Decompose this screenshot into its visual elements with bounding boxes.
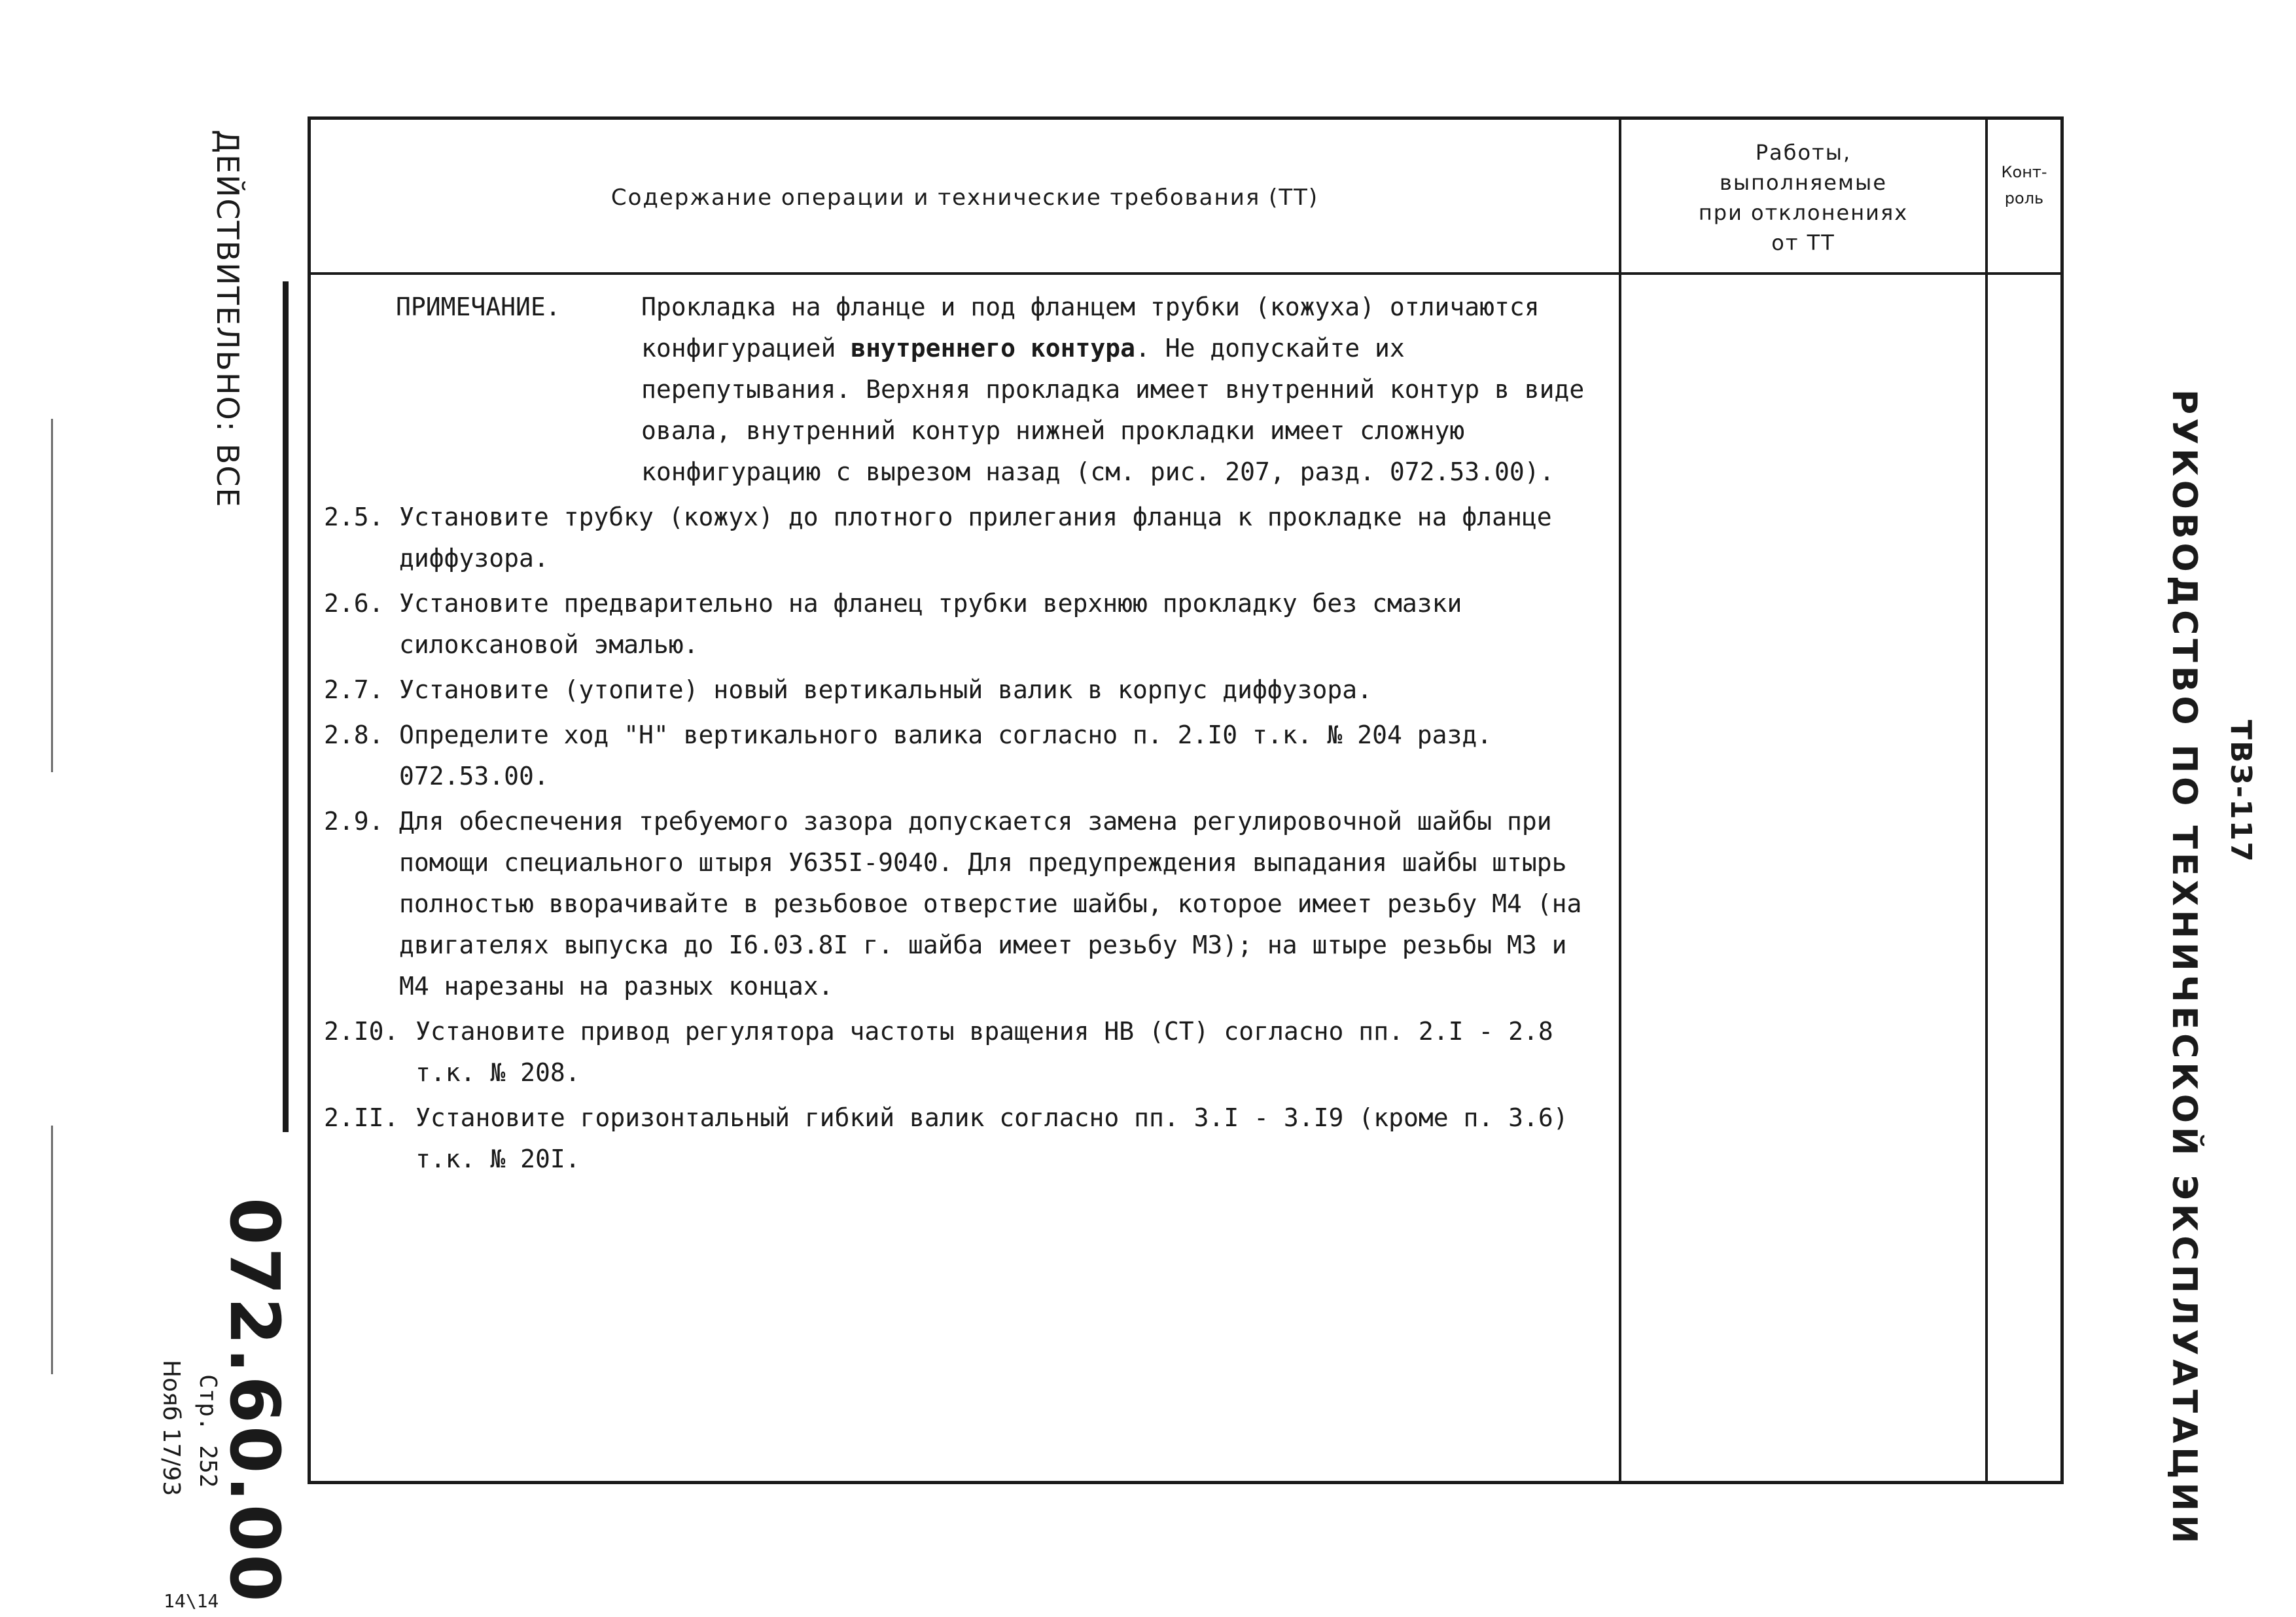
procedure-table bbox=[308, 116, 2064, 1484]
validity-label: ДЕЙСТВИТЕЛЬНО: ВСЕ bbox=[210, 130, 245, 508]
note-block bbox=[396, 287, 1606, 493]
header-content: Содержание операции и технические требования (ТТ) bbox=[610, 184, 1319, 211]
corner-mark: 14\14 bbox=[164, 1590, 219, 1612]
list-item bbox=[324, 583, 1606, 666]
list-item bbox=[324, 1011, 1606, 1093]
item-text: Установите предварительно на фланец трубки верхнюю прокладку без смазки силоксановой эмалью. bbox=[399, 589, 1462, 659]
section-code: 072.60.00 bbox=[215, 1198, 294, 1605]
item-number: 2.8. bbox=[324, 720, 384, 749]
item-text: Определите ход "Н" вертикального валика согласно п. 2.I0 т.к. № 204 разд. 072.53.00. bbox=[399, 720, 1492, 791]
note-text-bold: внутреннего контура bbox=[851, 334, 1135, 363]
list-item bbox=[324, 669, 1606, 711]
column-divider bbox=[1985, 120, 1988, 1481]
list-item bbox=[324, 497, 1606, 579]
scan-artifact-line bbox=[51, 1126, 53, 1374]
item-text: Установите горизонтальный гибкий валик согласно пп. 3.I - 3.I9 (кроме п. 3.6) т.к. № 20I. bbox=[415, 1103, 1568, 1173]
change-bar bbox=[283, 281, 289, 1132]
list-item bbox=[324, 1097, 1606, 1180]
list-item bbox=[324, 715, 1606, 797]
note-label: ПРИМЕЧАНИЕ. bbox=[396, 293, 561, 321]
header-deviations: Работы, выполняемые при отклонениях от ТТ bbox=[1698, 139, 1909, 255]
manual-title: РУКОВОДСТВО ПО ТЕХНИЧЕСКОЙ ЭКСПЛУАТАЦИИ bbox=[2164, 389, 2204, 1548]
item-text: Установите трубку (кожух) до плотного прилегания фланца к прокладке на фланце диффузора. bbox=[399, 503, 1552, 573]
item-number: 2.5. bbox=[324, 503, 384, 531]
scan-artifact-line bbox=[51, 419, 53, 772]
item-number: 2.6. bbox=[324, 589, 384, 618]
item-number: 2.9. bbox=[324, 807, 384, 836]
page-number: Стр. 252 bbox=[194, 1374, 221, 1488]
item-number: 2.I0. bbox=[324, 1017, 399, 1046]
item-number: 2.7. bbox=[324, 675, 384, 704]
column-divider bbox=[1619, 120, 1621, 1481]
header-control: Конт- роль bbox=[2001, 163, 2047, 207]
note-text-a: Прокладка на фланце и под фланцем трубки (кожуха) отличаются конфигурацией bbox=[641, 293, 1540, 363]
content-column bbox=[324, 287, 1606, 1184]
item-text: Установите (утопите) новый вертикальный валик в корпус диффузора. bbox=[399, 675, 1373, 704]
note-text-b: . Не допускайте их перепутывания. Верхняя прокладка имеет внутренний контур в виде овала, внутренний контур нижней прокладки имеет сложную конфигурацию с вырезом назад (см. рис. 207, разд. 072.53.00). bbox=[641, 334, 1585, 486]
item-text: Установите привод регулятора частоты вращения НВ (СТ) согласно пп. 2.I - 2.8 т.к. № 208. bbox=[415, 1017, 1553, 1087]
item-text: Для обеспечения требуемого зазора допускается замена регулировочной шайбы при помощи специального штыря У635I-9040. Для предупреждения выпадания шайбы штырь полностью вворачивайте в резьбовое отверстие шайбы, которое имеет резьбу М4 (на двигателях выпуска до I6.03.8I г. шайба имеет резьбу М3); на штыре резьбы М3 и М4 нарезаны на разных концах. bbox=[399, 807, 1582, 1001]
doc-code: ТВЗ-117 bbox=[2224, 720, 2257, 863]
list-item bbox=[324, 801, 1606, 1007]
item-number: 2.II. bbox=[324, 1103, 399, 1132]
revision-date: Нояб 17/93 bbox=[158, 1360, 185, 1497]
